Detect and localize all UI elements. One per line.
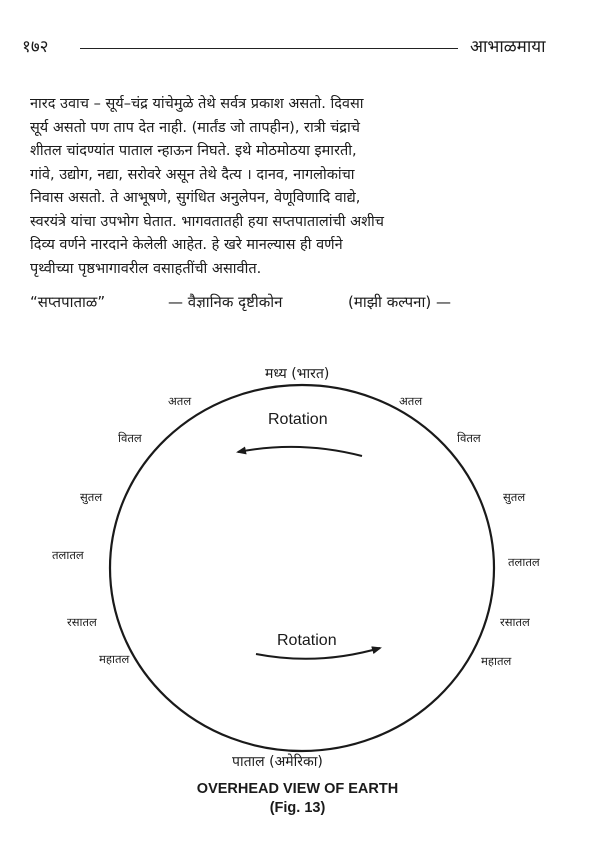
rotation-label-top: Rotation (268, 411, 328, 428)
label-right-talatal: तलातल (508, 555, 540, 569)
rotation-arrow-top (238, 447, 362, 456)
body-line: नारद उवाच – सूर्य–चंद्र यांचेमुळे तेथे सर्वत्र प्रकाश असतो. दिवसा (30, 96, 364, 112)
body-line: शीतल चांदण्यांत पाताल न्हाऊन निघते. इथे मोठमोठया इमारती, (30, 143, 357, 159)
subheading-title: “सप्तपाताळ” (30, 293, 106, 311)
label-bottom-center: पाताल (अमेरिका) (232, 754, 323, 770)
subheading-perspective: — वैज्ञानिक दृष्टीकोन (168, 293, 283, 311)
figure-caption-number: (Fig. 13) (269, 800, 326, 816)
rotation-label-bottom: Rotation (277, 632, 337, 649)
body-line: पृथ्वीच्या पृष्ठभागावरील वसाहतींची असावीत. (30, 260, 262, 277)
book-title: आभाळमाया (470, 37, 546, 57)
body-line: निवास असतो. ते आभूषणे, सुगंधित अनुलेपन, वेणूविणादि वाद्ये, (30, 190, 361, 206)
body-line: दिव्य वर्णने नारदाने केलेली आहेत. हे खरे मानल्यास ही वर्णने (30, 237, 343, 253)
label-right-sutal: सुतल (503, 490, 526, 504)
label-left-rasatal: रसातल (67, 615, 97, 629)
label-left-atal: अतल (168, 394, 192, 408)
label-left-talatal: तलातल (52, 548, 84, 562)
body-line: स्वरयंत्रे यांचा उपभोग घेतात. भागवतातही हया सप्तपातालांची अशीच (30, 213, 384, 230)
body-line: गांवे, उद्योग, नद्या, सरोवरे असून तेथे दैत्य । दानव, नागलोकांचा (30, 166, 355, 183)
label-right-rasatal: रसातल (500, 615, 530, 629)
label-right-mahatal: महातल (481, 654, 512, 668)
label-right-atal: अतल (399, 394, 423, 408)
figure-caption-title: OVERHEAD VIEW OF EARTH (196, 781, 399, 797)
label-right-vital: वितल (457, 431, 481, 445)
label-top-center: मध्य (भारत) (265, 366, 330, 382)
earth-circle (110, 385, 494, 751)
subheading-note: (माझी कल्पना) — (348, 293, 452, 311)
label-left-mahatal: महातल (99, 652, 130, 666)
page-number: १७२ (22, 37, 49, 57)
body-line: सूर्य असतो पण ताप देत नाही. (मार्तंड जो तापहीन), रात्री चंद्राचे (30, 119, 360, 136)
label-left-vital: वितल (118, 431, 142, 445)
label-left-sutal: सुतल (80, 490, 103, 504)
